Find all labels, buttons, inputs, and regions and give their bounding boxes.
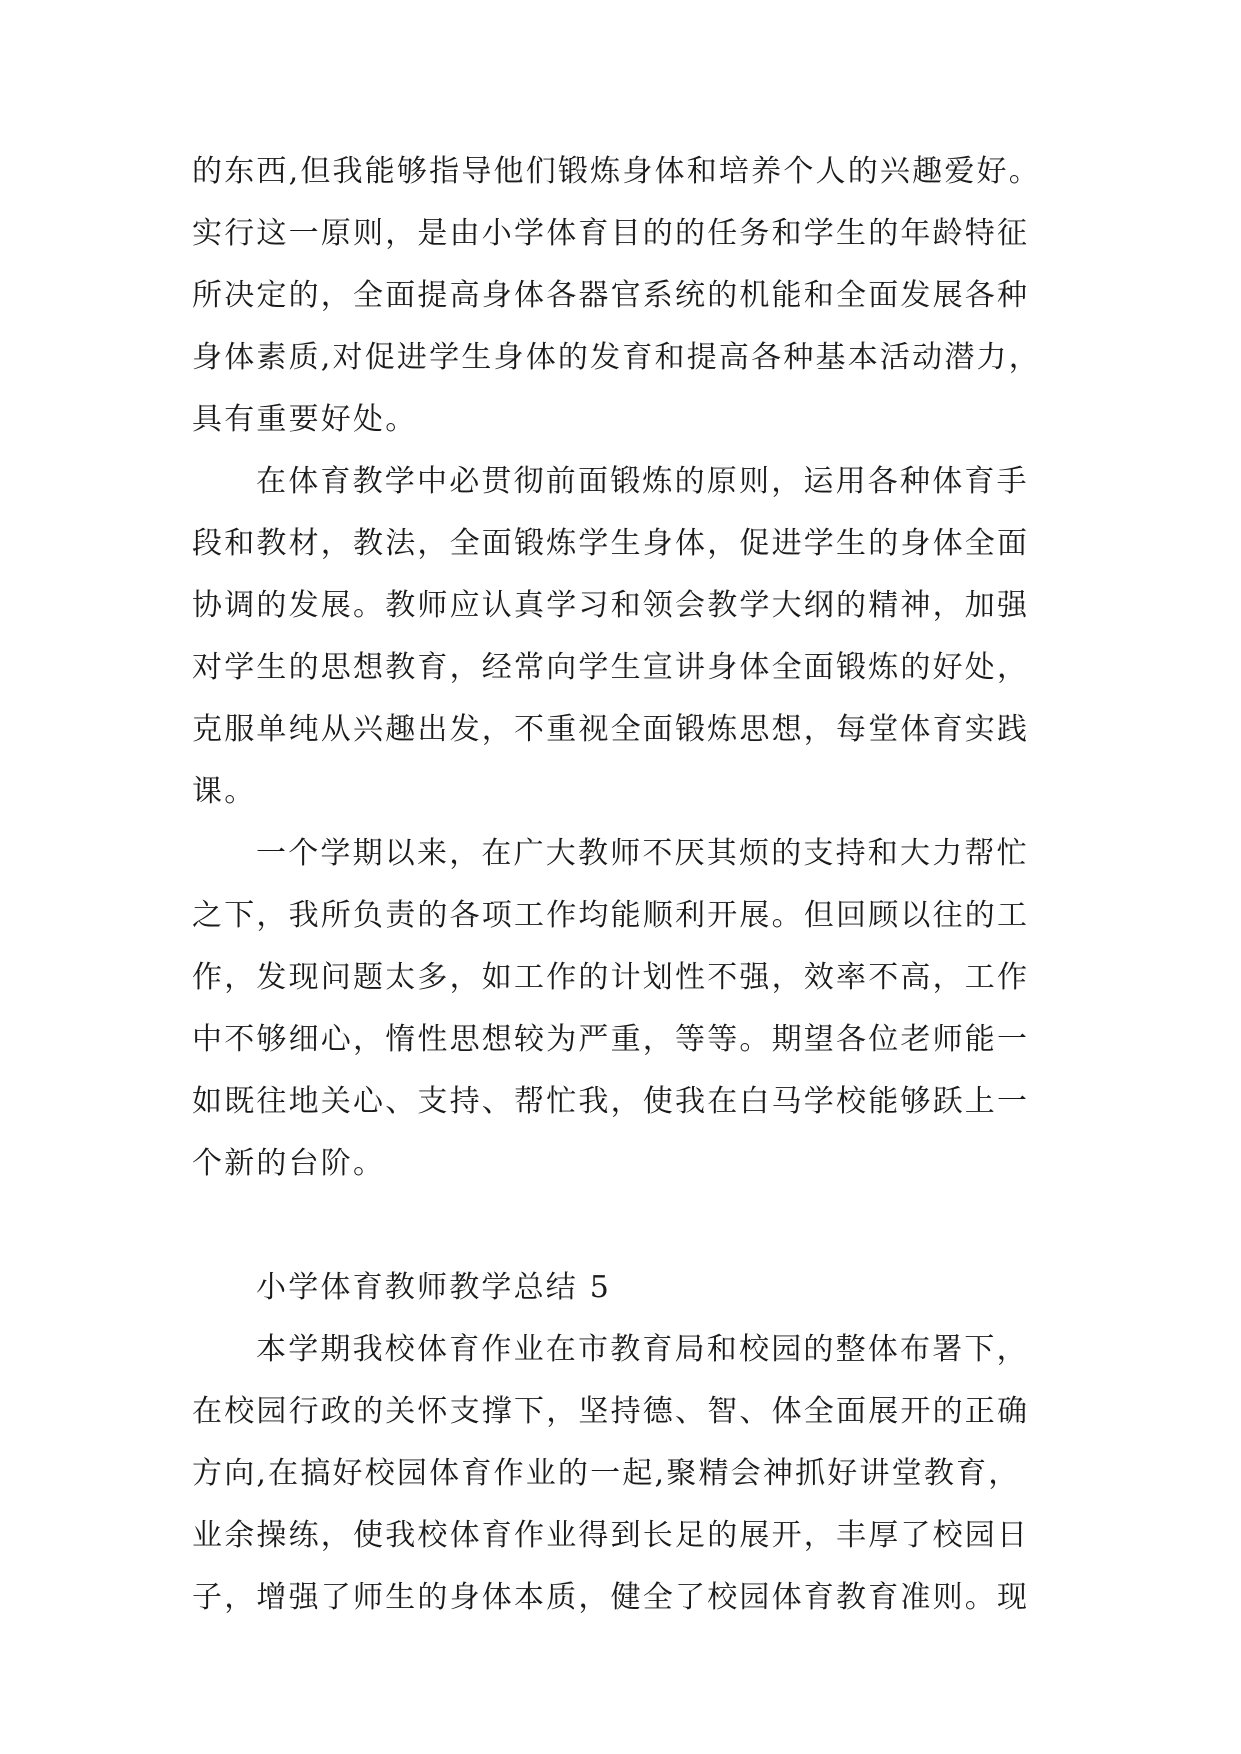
text-line: 子，增强了师生的身体本质，健全了校园体育教育准则。现 — [192, 1580, 1030, 1615]
text-line: 段和教材，教法，全面锻炼学生身体，促进学生的身体全面 — [192, 526, 1030, 561]
text-line: 课。 — [192, 774, 257, 809]
text-line: 克服单纯从兴趣出发，不重视全面锻炼思想，每堂体育实践 — [192, 712, 1030, 747]
text-line: 在校园行政的关怀支撑下，坚持德、智、体全面展开的正确 — [192, 1394, 1030, 1429]
section-heading: 小学体育教师教学总结 5 — [256, 1270, 612, 1305]
text-line: 所决定的，全面提高身体各器官系统的机能和全面发展各种 — [192, 278, 1030, 313]
text-line: 之下，我所负责的各项工作均能顺利开展。但回顾以往的工 — [192, 898, 1030, 933]
text-line: 具有重要好处。 — [192, 402, 418, 437]
text-line: 中不够细心，惰性思想较为严重，等等。期望各位老师能一 — [192, 1022, 1030, 1057]
text-line: 身体素质,对促进学生身体的发育和提高各种基本活动潜力， — [192, 340, 1041, 375]
paragraph-first-line: 本学期我校体育作业在市教育局和校园的整体布署下， — [256, 1332, 1029, 1367]
text-line: 个新的台阶。 — [192, 1146, 386, 1181]
text-line: 如既往地关心、支持、帮忙我，使我在白马学校能够跃上一 — [192, 1084, 1030, 1119]
text-line: 业余操练，使我校体育作业得到长足的展开，丰厚了校园日 — [192, 1518, 1030, 1553]
text-line: 协调的发展。教师应认真学习和领会教学大纲的精神，加强 — [192, 588, 1030, 623]
text-line: 作，发现问题太多，如工作的计划性不强，效率不高，工作 — [192, 960, 1030, 995]
text-line: 方向,在搞好校园体育作业的一起,聚精会神抓好讲堂教育， — [192, 1456, 1021, 1491]
paragraph-first-line: 在体育教学中必贯彻前面锻炼的原则，运用各种体育手 — [256, 464, 1029, 499]
text-line: 实行这一原则，是由小学体育目的的任务和学生的年龄特征 — [192, 216, 1030, 251]
paragraph-first-line: 一个学期以来，在广大教师不厌其烦的支持和大力帮忙 — [256, 836, 1029, 871]
text-line: 对学生的思想教育，经常向学生宣讲身体全面锻炼的好处， — [192, 650, 1030, 685]
text-line: 的东西,但我能够指导他们锻炼身体和培养个人的兴趣爱好。 — [192, 154, 1041, 189]
